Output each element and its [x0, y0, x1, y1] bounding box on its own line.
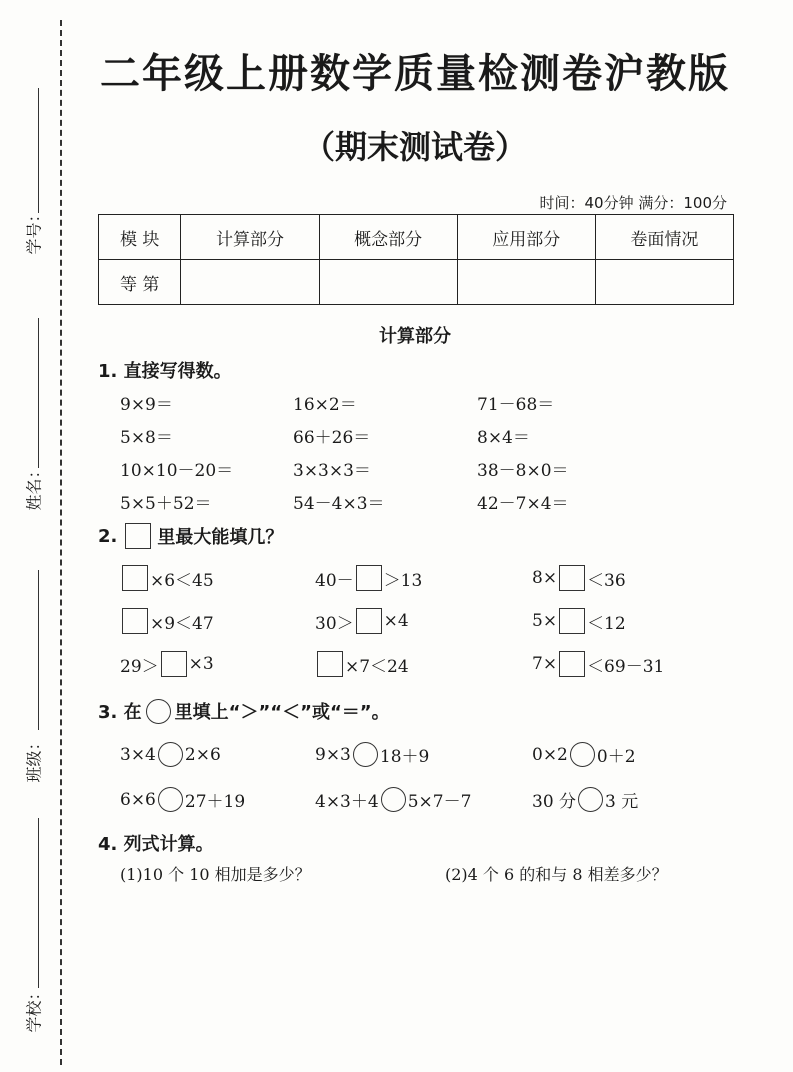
- q2-item-after: ×6＜45: [150, 570, 214, 591]
- q3-item-right: 18＋9: [379, 747, 430, 767]
- q1-item: 5×5＋52＝: [120, 494, 212, 514]
- school-rule: [38, 818, 39, 988]
- compare-circle[interactable]: [381, 787, 406, 812]
- score-header-cell: 模 块: [99, 215, 181, 260]
- q3-title: 里填上“＞”“＜”或“＝”。: [174, 702, 390, 723]
- answer-box[interactable]: [356, 608, 382, 634]
- q2-item-after: ×9＜47: [150, 613, 214, 634]
- q1-item: 38－8×0＝: [477, 461, 569, 481]
- q3-item: [120, 742, 221, 767]
- time-info: 时间：40分钟 满分：100分: [539, 194, 727, 212]
- compare-circle[interactable]: [578, 787, 603, 812]
- answer-box[interactable]: [559, 608, 585, 634]
- q2-item: [532, 608, 626, 634]
- q3-item-left: 30 分: [532, 792, 577, 812]
- q2-item-before: 5×: [532, 611, 558, 631]
- answer-box[interactable]: [122, 565, 148, 591]
- page-title: 二年级上册数学质量检测卷沪教版: [100, 51, 730, 97]
- answer-box[interactable]: [356, 565, 382, 591]
- class-label: 班级：: [24, 734, 44, 783]
- q2-item-after: ＜69－31: [587, 656, 665, 677]
- name-label: 姓名：: [24, 462, 44, 511]
- q2-item: [315, 651, 409, 677]
- q3-item-left: 3×4: [120, 744, 156, 765]
- q4-item: (2)4 个 6 的和与 8 相差多少？: [445, 865, 668, 884]
- q1-item: 71－68＝: [477, 395, 555, 415]
- student-no-label: 学号：: [24, 206, 44, 255]
- score-header-cell: 计算部分: [181, 215, 319, 260]
- q3-item-right: 27＋19: [184, 792, 246, 812]
- q4-item: (1)10 个 10 相加是多少？: [120, 865, 311, 884]
- q2-item: [532, 651, 664, 677]
- q3-item-left: 6×6: [120, 789, 156, 810]
- q2-item: [120, 608, 214, 634]
- q2-number: 2.: [98, 525, 118, 547]
- answer-box[interactable]: [317, 651, 343, 677]
- school-label: 学校：: [24, 984, 44, 1033]
- q3-item-right: 5×7－7: [407, 792, 472, 812]
- q2-item-before: 40－: [315, 570, 354, 591]
- q2-item: [315, 565, 422, 591]
- q1-item: 10×10－20＝: [120, 461, 234, 481]
- q3-title-line: [98, 698, 390, 724]
- q3-item-right: 0＋2: [596, 747, 636, 767]
- q2-item-after: ＜36: [587, 570, 626, 591]
- section-title: 计算部分: [379, 326, 451, 347]
- answer-box[interactable]: [122, 608, 148, 634]
- q2-item-before: 7×: [532, 654, 558, 674]
- q1-item: 66＋26＝: [293, 428, 371, 448]
- q3-item: [532, 787, 638, 812]
- q3-number: 3. 在: [98, 702, 142, 723]
- answer-box[interactable]: [161, 651, 187, 677]
- q1-title: 1. 直接写得数。: [98, 361, 232, 382]
- q3-item-right: 2×6: [184, 744, 221, 765]
- q3-item: [120, 787, 245, 812]
- score-header-cell: 应用部分: [457, 215, 595, 260]
- compare-circle[interactable]: [353, 742, 378, 767]
- q2-item-after: ×4: [383, 611, 409, 631]
- q1-item: 8×4＝: [477, 428, 530, 448]
- compare-circle[interactable]: [158, 787, 183, 812]
- q2-item: [120, 565, 214, 591]
- score-grade-cell[interactable]: [595, 260, 733, 305]
- score-header-cell: 概念部分: [319, 215, 457, 260]
- q1-item: 5×8＝: [120, 428, 173, 448]
- q3-item-right: 3 元: [605, 792, 639, 812]
- q1-item: 54－4×3＝: [293, 494, 385, 514]
- q1-item: 3×3×3＝: [293, 461, 371, 481]
- score-grade-cell[interactable]: [319, 260, 457, 305]
- q3-item-left: 0×2: [532, 744, 568, 765]
- q2-title-line: [98, 523, 283, 549]
- q3-item-left: 4×3＋4: [315, 792, 379, 812]
- q1-item: 9×9＝: [120, 395, 173, 415]
- q1-item: 16×2＝: [293, 395, 357, 415]
- q2-title: 里最大能填几？: [157, 527, 284, 548]
- q2-item-after: ＞13: [383, 570, 423, 591]
- q2-item: [315, 608, 409, 634]
- score-header-cell: 卷面情况: [595, 215, 733, 260]
- cut-line: [60, 20, 62, 1065]
- q2-item-before: 30＞: [315, 613, 354, 634]
- q2-item: [120, 651, 214, 677]
- class-rule: [38, 570, 39, 730]
- q2-item-after: ＜12: [587, 613, 626, 634]
- compare-circle[interactable]: [570, 742, 595, 767]
- score-row-label: 等 第: [99, 260, 181, 305]
- answer-box[interactable]: [559, 565, 585, 591]
- score-header-row: [99, 215, 734, 260]
- score-table: [98, 214, 734, 305]
- q2-item-before: 8×: [532, 568, 558, 588]
- score-grade-cell[interactable]: [181, 260, 319, 305]
- q2-item-after: ×7＜24: [345, 656, 409, 677]
- q2-item: [532, 565, 626, 591]
- q3-item: [532, 742, 636, 767]
- binding-margin: [0, 0, 90, 1072]
- q2-item-before: 29＞: [120, 656, 159, 677]
- answer-box[interactable]: [559, 651, 585, 677]
- q3-item: [315, 742, 429, 767]
- q3-item-left: 9×3: [315, 744, 351, 765]
- q2-item-after: ×3: [188, 654, 214, 674]
- score-grade-row: [99, 260, 734, 305]
- name-rule: [38, 318, 39, 468]
- answer-circle-icon: [146, 699, 171, 724]
- compare-circle[interactable]: [158, 742, 183, 767]
- q1-item: 42－7×4＝: [477, 494, 569, 514]
- q3-item: [315, 787, 471, 812]
- page-subtitle: （期末测试卷）: [302, 128, 527, 166]
- answer-box-icon: [125, 523, 151, 549]
- student-no-rule: [38, 88, 39, 213]
- q4-title: 4. 列式计算。: [98, 834, 214, 855]
- score-grade-cell[interactable]: [457, 260, 595, 305]
